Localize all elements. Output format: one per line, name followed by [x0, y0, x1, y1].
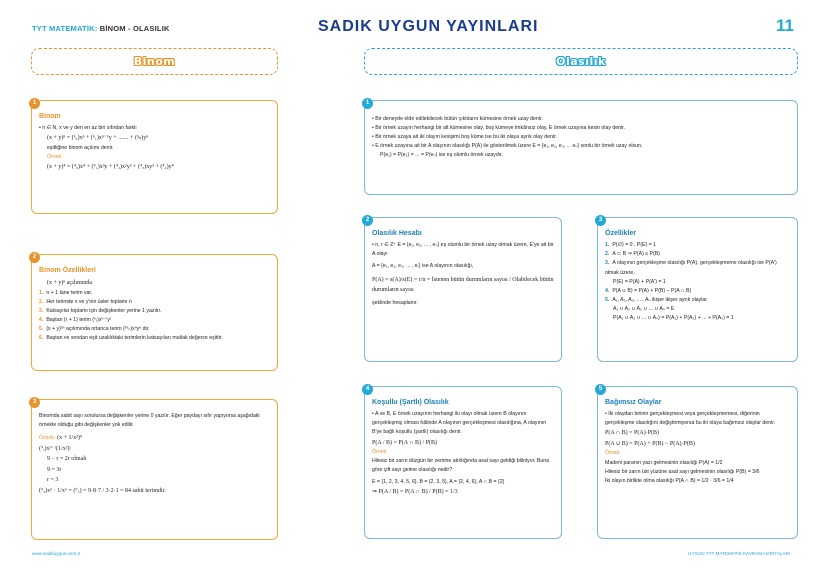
footer-series: UYGUN TYT MATEMATİK KAVRAM HARİTALARI	[688, 551, 791, 556]
page-title: SADIK UYGUN YAYINLARI	[318, 18, 539, 35]
formula: P(A) = s(A)/s(E) = r/n = İstenen bütün durumların sayısı / Olabilecek bütün durumların sayısı	[372, 276, 554, 294]
example-label: Örnek:	[47, 153, 63, 160]
box-title: Binom Özellikleri	[39, 267, 96, 274]
box-title: Bağımsız Olaylar	[605, 399, 662, 406]
box-number-badge: 2	[362, 215, 373, 226]
text-line: İki olayın birlikte olma olasılığı P(A ∩ B) = 1/2 · 3/6 = 1/4	[605, 477, 734, 484]
box-number-badge: 3	[595, 215, 606, 226]
formula: (⁹ᵣ)x⁹⁻ʳ(1/x²)ʳ	[39, 445, 71, 452]
text-line: Hilesiz bir zarın üst yüzüne asal sayı gelmesinin olasılığı P(B) = 3/6	[605, 468, 760, 475]
box-title: Olasılık Hesabı	[372, 230, 422, 237]
example-label: Örnek:	[605, 450, 621, 457]
list-item: 2. A ⊂ B ⇒ P(A) ≤ P(B)	[605, 251, 660, 258]
page-number: 11	[776, 16, 794, 35]
formula: P(A / B) = P(A ∩ B) / P(B)	[372, 439, 438, 446]
footer-website[interactable]: www.sadikuygun.com.tr	[32, 551, 81, 556]
text-line: • n, r ∈ Z⁺ E = {e₁, e₂, ... , eₙ} eş olumlu bir örnek uzay olmak üzere, E'ye ait bir A olayı	[372, 241, 554, 259]
text-line: E = {1, 2, 3, 4, 5, 6}, B = {2, 3, 5}, A = {2, 4, 6}, A ∩ B = {2}	[372, 479, 505, 486]
box-number-badge: 5	[595, 384, 606, 395]
text-line: (x + y)ⁿ açılımında	[47, 280, 93, 287]
list-item: 5. (x + y)²ⁿ açılımında ortanca terim (²ⁿₙ)xⁿyⁿ dir.	[39, 326, 150, 333]
list-item: 3. A olayının gerçekleşme olasılığı P(A), gerçekleşmeme olasılığı ise P(A') olmak üzere,	[605, 260, 777, 276]
olasilik-box-5	[597, 386, 798, 539]
list-item: • Bir deneyde elde edilebilecek bütün çıktıların kümesine örnek uzay denir.	[372, 115, 790, 124]
list-item: P(A₁ ∪ A₂ ∪ ... ∪ Aₙ) = P(A₁) + P(A₂) + ... + P(Aₙ) = 1	[613, 315, 734, 321]
binom-box-3	[31, 399, 278, 540]
box-number-badge: 4	[362, 384, 373, 395]
formula: (x + y)ⁿ = (ⁿ₀)xⁿ + (ⁿ₁)xⁿ⁻¹y + ....... + (ⁿₙ)yⁿ	[47, 135, 149, 142]
text-line: A = {e₁, e₂, e₃, ... , eᵣ} ise A olayının olasılığı,	[372, 263, 474, 270]
olasilik-banner	[364, 48, 798, 75]
list-item: 6. Baştan ve sondan eşit uzaklıktaki terimlerin katsayıları mutlak değerce eşittir.	[39, 335, 223, 342]
olasilik-banner-label: Olasılık	[556, 55, 606, 68]
formula: P(A ∩ B) = P(A)·P(B)	[605, 430, 660, 437]
binom-banner	[31, 48, 278, 75]
box-number-badge: 1	[362, 98, 373, 109]
binom-banner-label: Binom	[133, 55, 176, 68]
list-item: • E örnek uzayına ait bir A olayının olasılığı P(A) ile gösterilmek üzere E = {e₁, e₂, e₃, ... eₙ} sonlu bir örnek uzay olsun.	[372, 142, 790, 151]
olasilik-box-4	[364, 386, 562, 539]
olasilik-box-2	[364, 217, 562, 362]
header-topic: TYT MATEMATİK: BİNOM - OLASILIK	[32, 24, 170, 33]
example-label: Örnek:	[39, 435, 56, 442]
text-line: • n ∈ N, x ve y den en az biri sıfırdan farklı	[39, 124, 270, 133]
formula: (x + y)⁴ = (⁴₀)x⁴ + (⁴₁)x³y + (⁴₂)x²y² + (⁴₃)xy³ + (⁴₄)y⁴	[47, 164, 174, 171]
formula: 9 − r = 2r olmalı	[47, 456, 87, 463]
text-line: Binomda sabit sayı sorulursa değişkenler yerine 0 yazılır. Eğer paydayı sıfır yapıyorsa aşağıdaki örnekte olduğu gibi değişkenler yok edilir.	[39, 413, 260, 429]
list-item: 2. Her terimde x ve y'nin üsler toplamı n	[39, 298, 132, 305]
list-item: 3. Katsayılar toplamı için değişkenler yerine 1 yazılır.	[39, 307, 162, 314]
text-line: şeklinde hesaplanır.	[372, 299, 418, 306]
box-title: Binom	[39, 113, 61, 120]
list-item: 4. Baştan (r + 1) terim (ⁿᵣ)xⁿ⁻ʳyʳ	[39, 317, 112, 324]
example-label: Örnek:	[372, 449, 388, 456]
list-item: • Bir örnek uzaya ait iki olayın kesişimi boş küme ise bu iki olaya ayrık olay denir.	[372, 133, 790, 142]
box-number-badge: 3	[29, 397, 40, 408]
formula: P(A ∪ B) = P(A) + P(B) − P(A)·P(B)	[605, 440, 695, 447]
list-item: 1. P(∅) = 0 , P(E) = 1	[605, 242, 657, 249]
formula: ⇒ P(A / B) = P(A ∩ B) / P(B) = 1/3	[372, 489, 458, 496]
text-line: • A ve B, E örnek uzayının herhangi iki olayı olmak üzere B olayının gerçekleşmiş olması hâlinde A olayının gerçekleşmesi olasılığına, A olayının B'ye bağlı koşullu (şartlı) olasılığı denir.	[372, 410, 554, 437]
box-title: Koşullu (Şartlı) Olasılık	[372, 399, 449, 406]
text-line: Hilesiz bir zarın düzgün bir zemine atıldığında asal sayı geldiği biliniyor. Buna göre çift sayı gelme olasılığı nedir?	[372, 458, 550, 474]
text-line: • İki olaydan birinin gerçekleşmesi veya gerçekleşmemesi, diğerinin gerçekleşme olasılığını değiştirmiyorsa bu iki olaya bağımsız olaylar denir.	[605, 410, 790, 428]
box-title: Özellikler	[605, 230, 637, 237]
list-item: 5. A₁, A₂, A₃, ... , Aₙ ikişer ikişer ayrık olaylar	[605, 296, 708, 303]
formula: 9 = 3r	[47, 466, 62, 473]
olasilik-box-3	[597, 217, 798, 362]
text-line: Madeni paranın yazı gelmesinin olasılığı P(A) = 1/2	[605, 459, 723, 466]
formula: r = 3	[47, 477, 59, 484]
list-item: 1. n + 1 tane terim var.	[39, 289, 93, 296]
box-number-badge: 2	[29, 252, 40, 263]
list-item: P(E) = P(A) + P(A') = 1	[613, 278, 666, 285]
list-item: • Bir örnek uzayın herhangi bir alt kümesine olay, boş kümeye imkânsız olay, E örnek uzayına kesin olay denir.	[372, 124, 790, 133]
text-line: eşitliğine binom açılımı denir.	[47, 144, 114, 151]
list-item: A₁ ∪ A₂ ∪ A₃ ∪ ... ∪ Aₙ = E	[613, 305, 675, 312]
formula: (⁹₃)x⁶ · 1/x⁶ = (⁹₃) = 9·8·7 / 3·2·1 = 84 sabit terimdir.	[39, 487, 166, 494]
list-item: 4. P(A ∪ B) = P(A) + P(B) − P(A ∩ B)	[605, 287, 692, 294]
olasilik-box-1	[364, 100, 798, 195]
binom-box-1	[31, 100, 278, 214]
box-number-badge: 1	[29, 98, 40, 109]
formula: (x + 1/x²)⁹	[57, 435, 83, 442]
binom-box-2	[31, 254, 278, 371]
text-line: P(e₁) = P(e₂) = ... = P(eₙ) ise eş olumlu örnek uzaydır.	[380, 152, 504, 159]
